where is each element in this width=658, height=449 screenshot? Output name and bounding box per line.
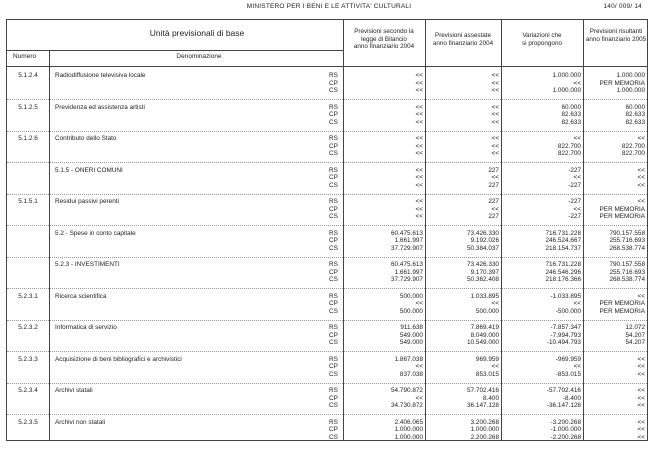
value-variazioni: 1.000.000 [552,87,581,95]
value-variazioni: 822.700 [557,150,581,158]
value-assestate: 10.549.000 [467,339,499,347]
col1-heading-line: Previsioni secondo la [354,28,414,35]
row-type-code: CP [329,237,338,245]
value-variazioni: -969.959 [555,355,581,363]
value-risultanti: << [637,426,645,434]
value-risultanti: << [637,370,645,378]
row-type-code: RS [329,261,338,268]
table-row [7,72,647,98]
value-assestate: << [491,87,499,95]
value-legge-bilancio: 1.000.000 [394,426,423,434]
value-legge-bilancio: << [415,142,423,150]
row-number: 5.2.3.4 [18,387,38,394]
value-assestate: 2.200.268 [470,433,499,441]
value-risultanti: 82.633 [625,111,645,119]
row-separator [7,288,647,289]
col4-heading-line: anno finanziario 2005 [585,35,647,43]
row-separator [7,99,647,100]
row-type-code: CP [329,205,338,213]
row-type-code: CP [329,331,338,339]
value-risultanti: 82.633 [625,118,645,126]
value-assestate: 50.384.037 [467,244,499,252]
value-assestate: 227 [488,213,499,221]
row-type-code: CP [329,394,338,402]
value-assestate: << [491,79,499,87]
value-legge-bilancio: 549.000 [399,339,423,347]
value-legge-bilancio: << [415,150,423,158]
value-variazioni: 82.633 [561,118,581,126]
row-type-code: RS [329,103,338,111]
col2-heading [425,32,501,47]
value-legge-bilancio: << [415,363,423,371]
value-legge-bilancio: << [415,300,423,308]
value-assestate: 969.959 [475,355,499,363]
value-risultanti: << [637,433,645,441]
row-type-code: CS [329,213,338,221]
row-number: 5.2.3.5 [18,418,38,426]
row-type-code: CP [329,111,338,119]
value-assestate: << [491,300,499,308]
value-assestate: << [491,103,499,111]
value-risultanti: << [637,363,645,371]
value-legge-bilancio: << [415,79,423,87]
value-legge-bilancio: 54.790.872 [391,387,423,394]
col4-heading-line: Previsioni risultanti [589,28,643,35]
value-risultanti: PER MEMORIA [599,79,645,87]
value-risultanti: << [637,198,645,205]
value-legge-bilancio: 500.000 [399,292,423,300]
value-assestate: 1.000.000 [470,426,499,434]
row-type-code: CS [329,307,338,315]
row-type-code: RS [329,135,338,142]
table-row [7,261,647,287]
value-risultanti: 255.716.693 [609,237,645,245]
row-type-code: RS [329,198,338,205]
value-legge-bilancio: 37.729.907 [391,244,423,252]
value-variazioni: -8.400 [562,394,581,402]
row-denominazione: Contributo dello Stato [55,135,117,142]
row-number: 5.1.5.1 [18,198,38,205]
document-title: MINISTERO PER I BENI E LE ATTIVITA' CULTURALI [246,3,412,10]
row-separator [7,225,647,226]
value-risultanti: 268.538.774 [609,276,645,284]
row-number: 5.2.3.2 [18,324,38,331]
value-variazioni: -227 [568,166,581,174]
col1-heading-line: legge di Bilancio [361,35,407,43]
row-type-code: CS [329,402,338,410]
value-legge-bilancio: << [415,394,423,402]
col1-heading [343,28,425,51]
unita-heading: Unità previsionali di base [149,28,245,38]
row-separator [7,351,647,352]
value-legge-bilancio: 549.000 [399,331,423,339]
value-variazioni: 246.524.667 [545,237,581,245]
value-assestate: 73.426.330 [467,261,499,268]
row-type-code: CP [329,300,338,308]
row-type-code: CS [329,181,338,189]
value-variazioni: 716.731.228 [545,229,581,237]
value-variazioni: -500.000 [555,307,581,315]
row-type-code: CP [329,268,338,276]
value-risultanti: << [637,166,645,174]
value-assestate: 8.049.000 [470,331,499,339]
value-variazioni: -1.033.895 [550,292,581,300]
col3-heading-line: si propongono [522,39,562,47]
denominazione-heading: Denominazione [176,53,222,60]
row-type-code: CS [329,118,338,126]
value-assestate: 227 [488,166,499,174]
value-risultanti: << [637,181,645,189]
value-risultanti: << [637,174,645,182]
value-legge-bilancio: << [415,174,423,182]
col4-heading [583,28,649,43]
numero-heading: Numero [13,53,37,60]
value-risultanti: 1.000.000 [616,72,645,79]
value-legge-bilancio: << [415,118,423,126]
value-variazioni: -10.494.793 [546,339,581,347]
row-number: 5.2.3.3 [18,355,38,363]
row-type-code: RS [329,292,338,300]
value-assestate: << [491,111,499,119]
row-type-code: CP [329,363,338,371]
value-variazioni: -36.147.128 [546,402,581,410]
value-legge-bilancio: << [415,87,423,95]
value-risultanti: 60.000 [625,103,645,111]
row-type-code: CS [329,276,338,284]
value-legge-bilancio: << [415,103,423,111]
value-assestate: 36.147.128 [467,402,499,410]
value-legge-bilancio: 2.406.065 [394,418,423,426]
value-assestate: << [491,205,499,213]
value-legge-bilancio: 837.038 [399,370,423,378]
value-risultanti: << [637,402,645,410]
value-assestate: << [491,118,499,126]
value-variazioni: << [573,363,581,371]
value-risultanti: 12.072 [625,324,645,331]
row-number: 5.1.2.6 [18,135,38,142]
value-assestate: 1.033.895 [470,292,499,300]
row-denominazione: Archivi non statali [55,418,106,426]
value-variazioni: -227 [568,213,581,221]
value-variazioni: << [573,205,581,213]
value-variazioni: 82.633 [561,111,581,119]
value-assestate: << [491,142,499,150]
row-type-code: CS [329,150,338,158]
value-risultanti: << [637,387,645,394]
value-assestate: 9.192.026 [470,237,499,245]
value-variazioni: 822.700 [557,142,581,150]
value-variazioni: << [573,79,581,87]
value-assestate: 57.702.416 [467,387,499,394]
value-variazioni: -57.702.416 [546,387,581,394]
row-number: 5.1.2.4 [18,72,38,79]
header-bottom-line [7,66,647,67]
row-type-code: CS [329,433,338,441]
value-risultanti: 790.157.558 [609,229,645,237]
row-type-code: RS [329,355,338,363]
value-legge-bilancio: 34.730.872 [391,402,423,410]
row-number: 5.2.3.1 [18,292,38,300]
value-assestate: << [491,72,499,79]
value-risultanti: PER MEMORIA [599,307,645,315]
table-row [7,135,647,161]
row-number: 5.1.2.5 [18,103,38,111]
col3-heading-line: Variazioni che [522,32,562,39]
value-assestate: 50.362.408 [467,276,499,284]
row-type-code: CP [329,142,338,150]
table-row [7,324,647,350]
row-denominazione: Radiodiffusione televisiva locale [55,72,146,79]
row-type-code: CS [329,370,338,378]
col2-heading-line: anno finanziario 2004 [432,39,494,47]
value-variazioni: << [573,300,581,308]
value-risultanti: 822.700 [621,142,645,150]
value-risultanti: 822.700 [621,150,645,158]
value-assestate: << [491,135,499,142]
value-variazioni: -3.200.268 [550,418,581,426]
value-variazioni: 716.731.228 [545,261,581,268]
value-assestate: 73.426.330 [467,229,499,237]
value-legge-bilancio: << [415,135,423,142]
row-denominazione: 5.2 - Spese in conto capitale [55,229,136,237]
value-assestate: 7.869.419 [470,324,499,331]
row-type-code: RS [329,324,338,331]
header-divider [7,50,343,51]
value-risultanti: << [637,418,645,426]
value-legge-bilancio: << [415,205,423,213]
value-risultanti: << [637,394,645,402]
table-row [7,198,647,224]
row-type-code: RS [329,418,338,426]
value-assestate: 227 [488,181,499,189]
value-legge-bilancio: << [415,72,423,79]
value-variazioni: 1.000.000 [552,72,581,79]
value-risultanti: 1.000.000 [616,87,645,95]
row-type-code: CP [329,426,338,434]
row-type-code: CS [329,339,338,347]
value-legge-bilancio: 1.867.038 [394,355,423,363]
value-variazioni: 60.000 [561,103,581,111]
value-risultanti: PER MEMORIA [599,205,645,213]
value-legge-bilancio: 60.475.613 [391,229,423,237]
col1-heading-line: anno finanziario 2004 [353,43,415,51]
value-assestate: 8.400 [483,394,499,402]
value-risultanti: 54.207 [625,331,645,339]
table-row [7,356,647,382]
row-type-code: RS [329,229,338,237]
row-denominazione: 5.1.5 - ONERI COMUNI [55,166,123,174]
value-risultanti: PER MEMORIA [599,213,645,221]
row-denominazione: Previdenza ed assistenza artisti [55,103,145,111]
table-row [7,167,647,193]
row-denominazione: Residui passivi perenti [55,198,119,205]
row-denominazione: Informatica di servizio [55,324,117,331]
value-variazioni: -227 [568,181,581,189]
row-type-code: RS [329,166,338,174]
value-risultanti: << [637,355,645,363]
value-risultanti: << [637,135,645,142]
page-number: 140/ 009/ 14 [603,3,642,10]
col2-heading-line: Previsioni assestate [435,32,491,39]
value-risultanti: 54.207 [625,339,645,347]
value-risultanti: 255.716.693 [609,268,645,276]
value-variazioni: -1.000.000 [550,426,581,434]
value-variazioni: -2.200.268 [550,433,581,441]
value-assestate: << [491,150,499,158]
table-row [7,104,647,130]
value-legge-bilancio: 500.000 [399,307,423,315]
value-legge-bilancio: 1.661.997 [394,237,423,245]
row-type-code: RS [329,387,338,394]
row-denominazione: Ricerca scientifica [55,292,107,300]
value-legge-bilancio: 37.729.907 [391,276,423,284]
row-separator [7,194,647,195]
table-row [7,419,647,445]
row-type-code: CP [329,79,338,87]
value-assestate: 9.170.397 [470,268,499,276]
table-row [7,230,647,256]
value-assestate: 3.200.268 [470,418,499,426]
value-assestate: << [491,174,499,182]
row-type-code: CS [329,244,338,252]
value-assestate: << [491,363,499,371]
value-legge-bilancio: 1.000.000 [394,433,423,441]
row-separator [7,131,647,132]
value-legge-bilancio: << [415,111,423,119]
row-separator [7,320,647,321]
value-risultanti: 268.538.774 [609,244,645,252]
row-separator [7,162,647,163]
value-legge-bilancio: 911.638 [400,324,423,331]
row-denominazione: 5.2.3 - INVESTIMENTI [55,261,120,268]
value-variazioni: -7.994.793 [550,331,581,339]
row-type-code: CP [329,174,338,182]
row-separator [7,257,647,258]
value-legge-bilancio: << [415,213,423,221]
value-risultanti: PER MEMORIA [599,300,645,308]
col3-heading [501,32,583,47]
value-legge-bilancio: 1.661.997 [394,268,423,276]
value-variazioni: 218.154.737 [545,244,581,252]
value-risultanti: << [637,292,645,300]
value-risultanti: 790.157.558 [609,261,645,268]
value-variazioni: 246.546.296 [545,268,581,276]
row-type-code: CS [329,87,338,95]
value-legge-bilancio: 60.475.613 [391,261,423,268]
value-variazioni: -853.015 [555,370,581,378]
value-legge-bilancio: << [415,198,423,205]
budget-table [6,19,648,441]
row-type-code: RS [329,72,338,79]
value-variazioni: 218.176.366 [545,276,581,284]
table-row [7,387,647,413]
value-legge-bilancio: << [415,166,423,174]
value-assestate: 227 [488,198,499,205]
row-separator [7,383,647,384]
row-separator [7,414,647,415]
table-row [7,293,647,319]
value-variazioni: -7.857.347 [550,324,581,331]
value-legge-bilancio: << [415,181,423,189]
value-assestate: 500.000 [475,307,499,315]
row-denominazione: Acquisizione di beni bibliografici e archivistici [55,355,182,363]
row-denominazione: Archivi statali [55,387,93,394]
value-variazioni: << [573,135,581,142]
value-variazioni: -227 [568,198,581,205]
value-variazioni: << [573,174,581,182]
value-assestate: 853.015 [475,370,499,378]
